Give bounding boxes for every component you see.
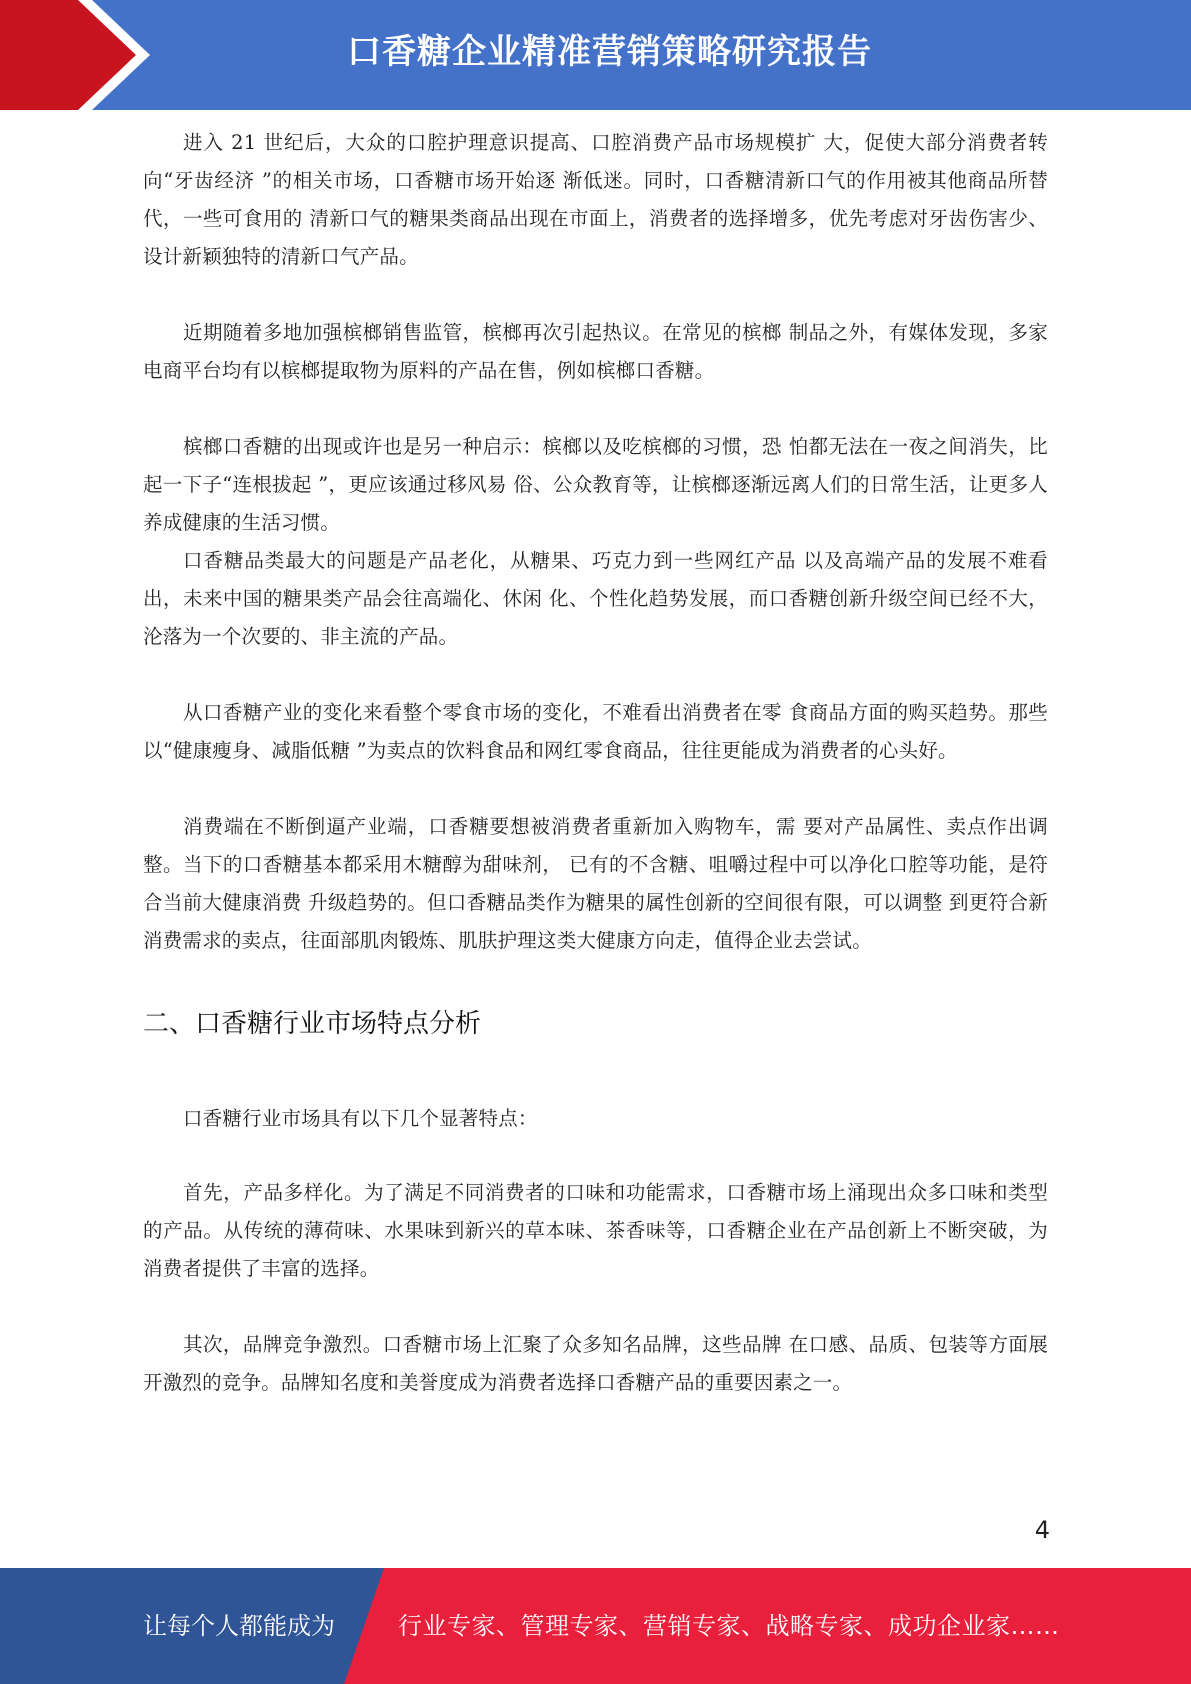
paragraph-1: 进入 21 世纪后，大众的口腔护理意识提高、口腔消费产品市场规模扩 大，促使大部分消费者转向“牙齿经济 ”的相关市场，口香糖市场开始逐 渐低迷。同时，口香糖清新口气的作用被其他商品所替代，一些可食用的 清新口气的糖果类商品出现在市面上，消费者的选择增多，优先考虑对牙齿伤害少、设计新颖独特的清新口气产品。 — [143, 131, 1048, 268]
document-title: 口香糖企业精准营销策略研究报告 — [347, 32, 872, 72]
paragraph-3: 槟榔口香糖的出现或许也是另一种启示：槟榔以及吃槟榔的习惯，恐 怕都无法在一夜之间消失，比起一下子“连根拔起 ”，更应该通过移风易 俗、公众教育等，让槟榔逐渐远离人们的日常生活，让更多人养成健康的生活习惯。 — [143, 435, 1048, 534]
footer-slogan-right: 行业专家、管理专家、营销专家、战略专家、成功企业家…… — [398, 1612, 1060, 1640]
page-footer — [0, 1568, 1191, 1684]
paragraph-4: 口香糖品类最大的问题是产品老化，从糖果、巧克力到一些网红产品 以及高端产品的发展不难看出，未来中国的糖果类产品会往高端化、休闲 化、个性化趋势发展，而口香糖创新升级空间已经不大，沦落为一个次要的、非主流的产品。 — [143, 549, 1048, 648]
document-body — [143, 124, 1048, 1402]
paragraph-5: 从口香糖产业的变化来看整个零食市场的变化，不难看出消费者在零 食商品方面的购买趋势。那些以“健康瘦身、减脂低糖 ”为卖点的饮料食品和网红零食商品，往往更能成为消费者的心头好。 — [143, 701, 1048, 762]
section-heading: 二、口香糖行业市场特点分析 — [143, 1009, 482, 1039]
paragraph-6: 消费端在不断倒逼产业端，口香糖要想被消费者重新加入购物车，需 要对产品属性、卖点作出调整。当下的口香糖基本都采用木糖醇为甜味剂， 已有的不含糖、咀嚼过程中可以净化口腔等功能，是符合当前大健康消费 升级趋势的。但口香糖品类作为糖果的属性创新的空间很有限，可以调整 到更符合新消费需求的卖点，往面部肌肉锻炼、肌肤护理这类大健康方向走，值得企业去尝试。 — [143, 815, 1048, 952]
page-header — [0, 0, 1191, 110]
paragraph-2: 近期随着多地加强槟榔销售监管，槟榔再次引起热议。在常见的槟榔 制品之外，有媒体发现，多家电商平台均有以槟榔提取物为原料的产品在售，例如槟榔口香糖。 — [143, 321, 1048, 382]
paragraph-9: 其次，品牌竞争激烈。口香糖市场上汇聚了众多知名品牌，这些品牌 在口感、品质、包装等方面展开激烈的竞争。品牌知名度和美誉度成为消费者选择口香糖产品的重要因素之一。 — [143, 1333, 1048, 1394]
footer-slogan-left: 让每个人都能成为 — [143, 1612, 335, 1640]
paragraph-8: 首先，产品多样化。为了满足不同消费者的口味和功能需求，口香糖市场上涌现出众多口味和类型的产品。从传统的薄荷味、水果味到新兴的草本味、茶香味等，口香糖企业在产品创新上不断突破，为消费者提供了丰富的选择。 — [143, 1181, 1048, 1280]
page-number: 4 — [1034, 1516, 1050, 1544]
paragraph-7: 口香糖行业市场具有以下几个显著特点： — [183, 1107, 538, 1130]
